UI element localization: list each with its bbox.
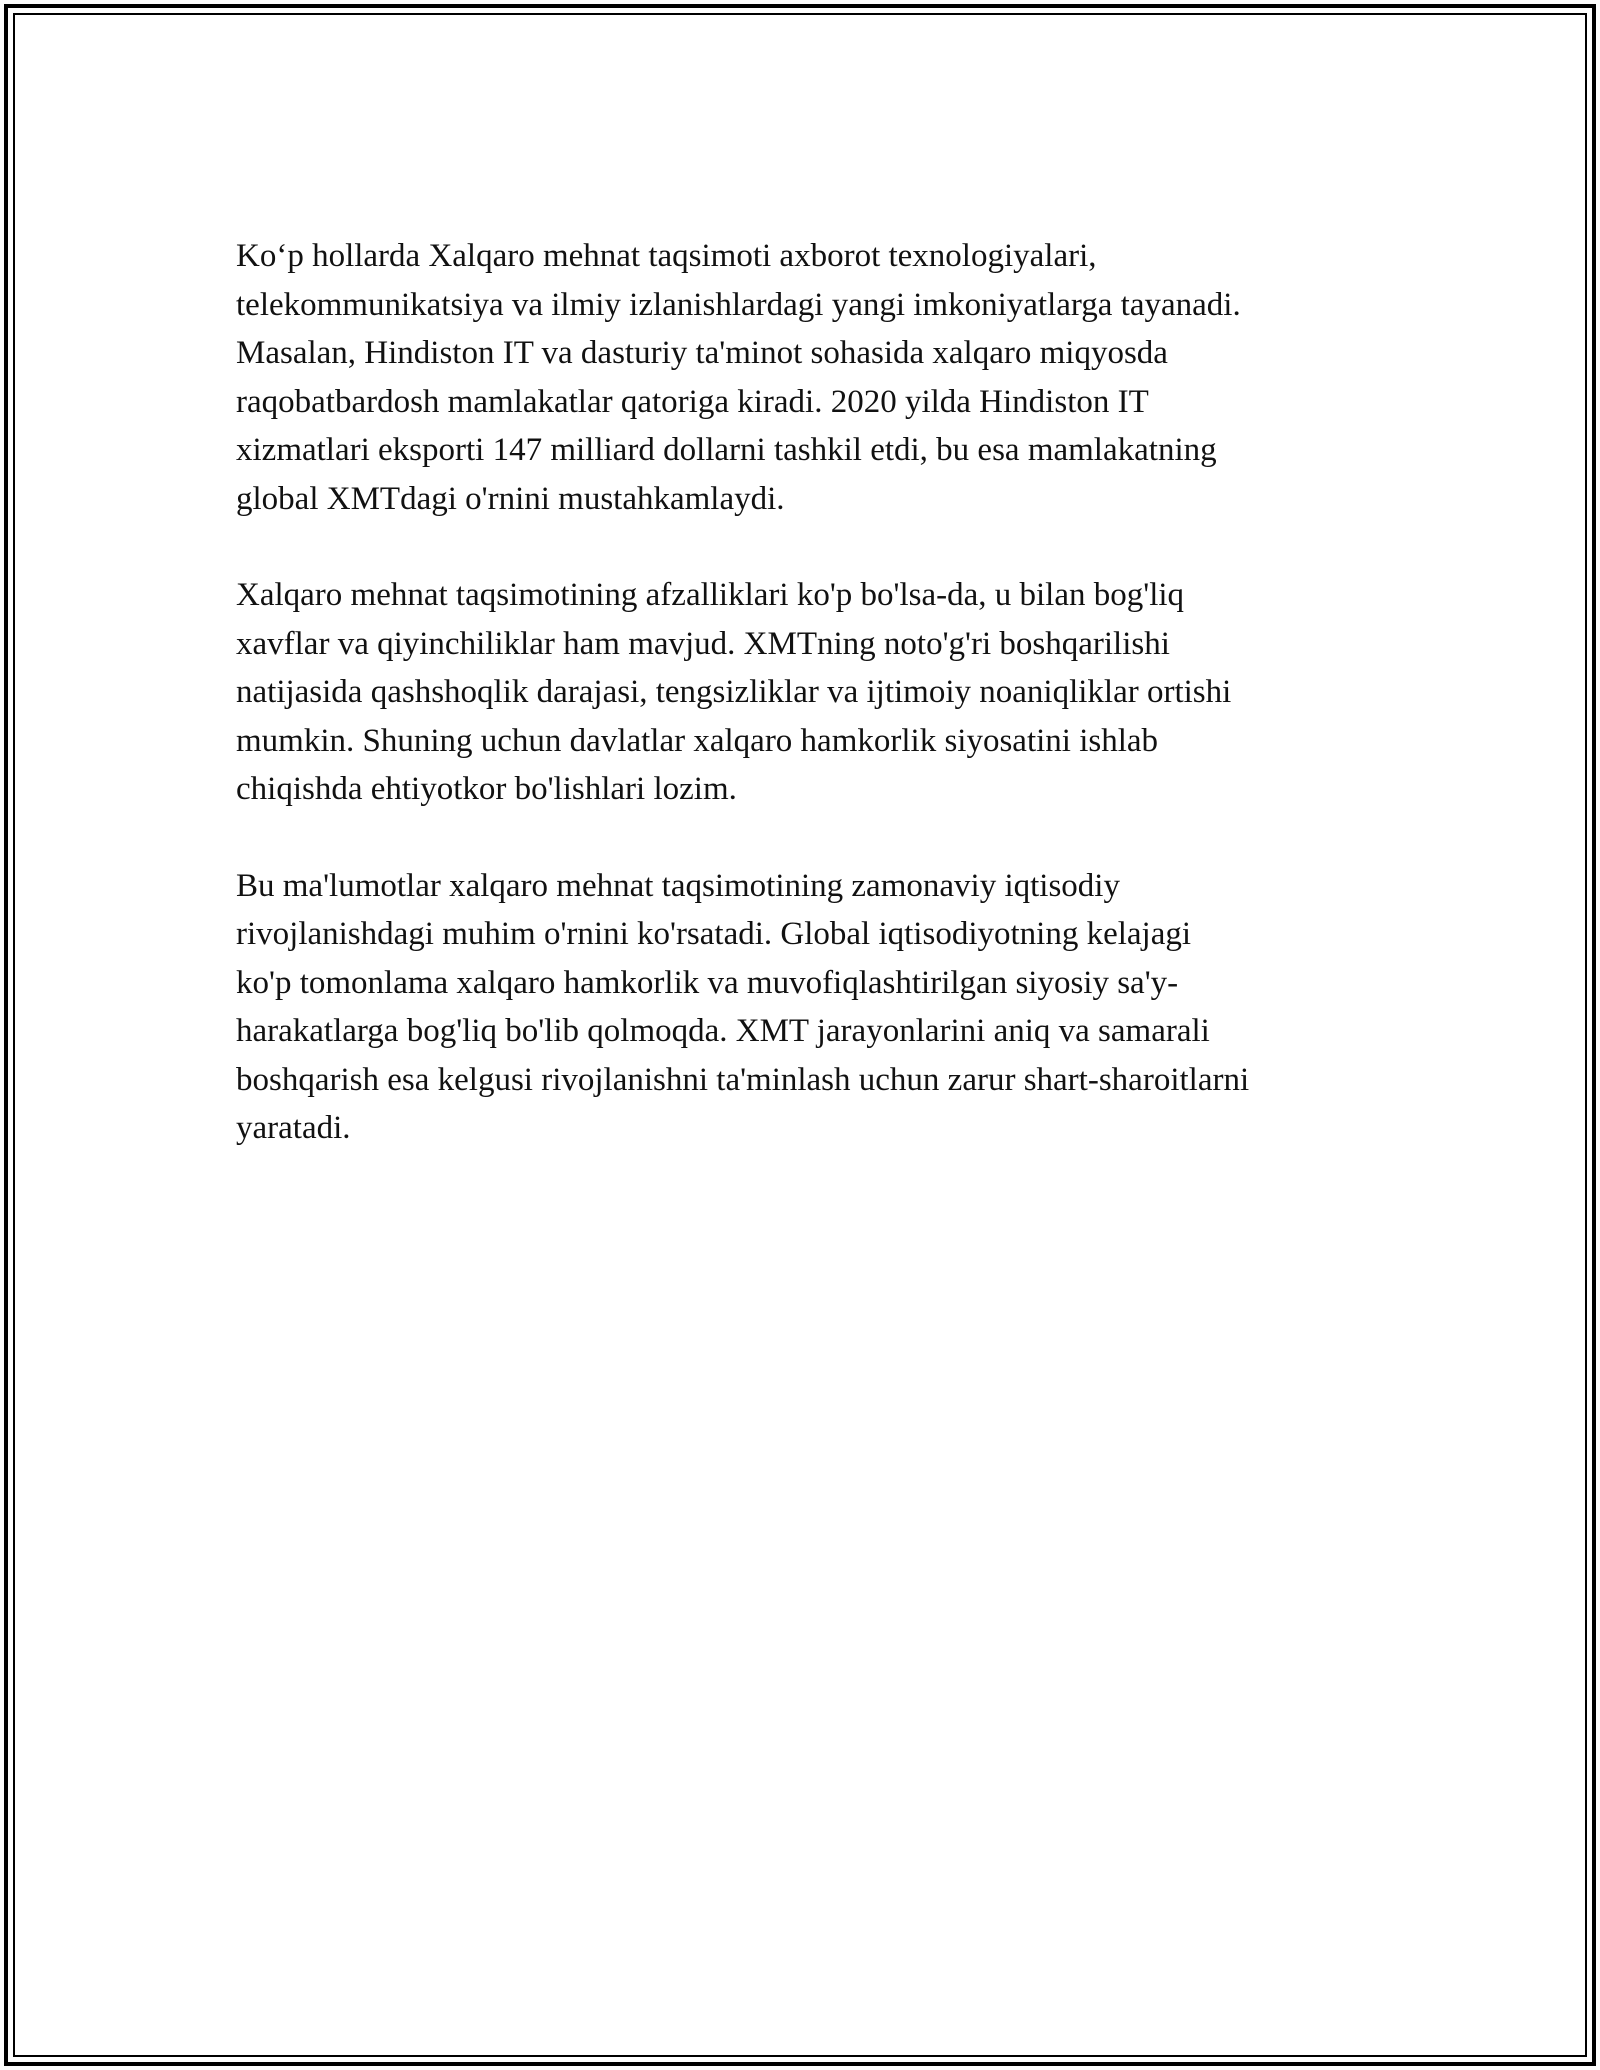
paragraph-it-services: Ko‘p hollarda Xalqaro mehnat taqsimoti axborot texnologiyalari, telekommunikatsiya va ilmiy izlanishlardagi yangi imkoniyatlarga tayanadi. Masalan, Hindiston IT va dasturiy ta'minot sohasida xalqaro miqyosda raqobatbardosh mamlakatlar qatoriga kiradi. 2020 yilda Hindiston IT xizmatlari eksporti 147 milliard dollarni tashkil etdi, bu esa mamlakatning global XMTdagi o'rnini mustahkamlaydi.: [236, 238, 1241, 517]
paragraph-risks: Xalqaro mehnat taqsimotining afzalliklari ko'p bo'lsa-da, u bilan bog'liq xavflar va qiyinchiliklar ham mavjud. XMTning noto'g'ri boshqarilishi natijasida qashshoqlik darajasi, tengsizliklar va ijtimoiy noaniqliklar ortishi mumkin. Shuning uchun davlatlar xalqaro hamkorlik siyosatini ishlab chiqishda ehtiyotkor bo'lishlari lozim.: [236, 577, 1232, 807]
paragraph-conclusion: Bu ma'lumotlar xalqaro mehnat taqsimotining zamonaviy iqtisodiy rivojlanishdagi muhim o'rnini ko'rsatadi. Global iqtisodiyotning kelajagi ko'p tomonlama xalqaro hamkorlik va muvofiqlashtirilgan siyosiy sa'y- harakatlarga bog'liq bo'lib qolmoqda. XMT jarayonlarini aniq va samarali boshqarish esa kelgusi rivojlanishni ta'minlash uchun zarur shart-sharoitlarni yaratadi.: [236, 867, 1250, 1146]
document-body: [236, 232, 1366, 1153]
